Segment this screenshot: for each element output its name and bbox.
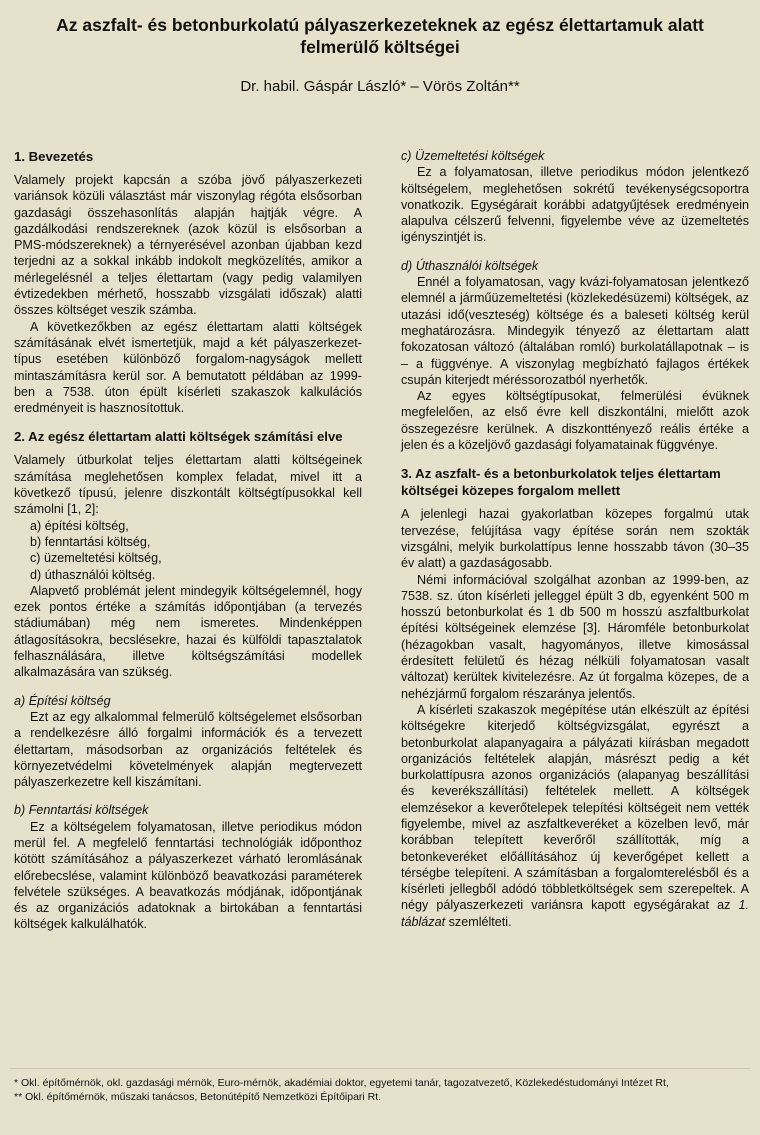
title-line-2: felmerülő költségei — [300, 37, 460, 57]
footnotes — [14, 1076, 749, 1104]
section-heading-lifecycle-costs: 3. Az aszfalt- és a betonburkolatok teljes élettartam költségei közepes forgalom mellett — [401, 466, 721, 499]
authors: Dr. habil. Gáspár László* – Vörös Zoltán** — [240, 78, 520, 95]
paragraph: Ez a folyamatosan, illetve periodikus módon jelentkező költségelem, meglehetősen sokrétű tevékenységcsoportra vonatkozik. Egységárait korábbi adatgyűjtések eredményein alapulva célszerű felvenni, figyelembe véve az üzemeltetés igényszintjét is. — [401, 165, 749, 245]
table-reference: 1. táblázat — [401, 898, 749, 929]
paragraph: Ennél a folyamatosan, vagy kvázi-folyamatosan jelentkező elemnél a járműüzemeltetési (közlekedésüzemi) költségek, az utazási idő(veszteség) költsége és a baleseti költség kerül meghatározásra. Mindegyik tényező az élettartam alatt fokozatosan változó (általában romló) burkolatállapotnak – is – a függvénye. A viszonylag megbízható fajlagos értékek csupán kiterjedt méréssorozatból nyerhetők. — [401, 275, 749, 387]
paper-title — [0, 14, 760, 58]
footnote-1: * Okl. építőmérnök, okl. gazdasági mérnök, Euro-mérnök, akadémiai doktor, egyetemi tanár, tagozatvezető, Közlekedéstudományi Intézet Rt, — [14, 1077, 669, 1089]
subheading-construction-cost: a) Építési költség — [14, 693, 111, 708]
footnote-divider — [10, 1068, 750, 1069]
paragraph: Ezt az egy alkalommal felmerülő költségelemet elsősorban a rendelkezésre álló forgalmi információk és a tervezett élettartam, másodsorban az organizációs feltételek és környezetvédelmi követelmények alapján megtervezett pályaszerkezetre kell kiszámítani. — [14, 709, 362, 790]
paragraph: Némi információval szolgálhat azonban az 1999-ben, az 7538. sz. úton kísérleti jelleggel épült 3 db, egyenként 500 m hosszú betonburkolat és 1 db 500 m hosszú aszfaltburkolat építési költségeinek elemzése [3]. Háromféle betonburkolat (hézagokban vasalt, hagyományos, illetve kimosással érdesített felületű és hézag nélküli folyamatosan vasalt változat) kerültek kivitelezésre. Az út forgalma közepes, de a nehézjármű forgalom részaránya jelentős. — [401, 572, 749, 701]
right-column — [401, 148, 749, 930]
footnote-2: ** Okl. építőmérnök, műszaki tanácsos, Betonútépítő Nemzetközi Építőipari Rt. — [14, 1091, 382, 1103]
subheading-maintenance-cost: b) Fenntartási költségek — [14, 803, 149, 818]
list-item: d) úthasználói költség. — [30, 567, 156, 582]
title-line-1: Az aszfalt- és betonburkolatú pályaszerkezeteknek az egész élettartamuk alatt — [56, 15, 704, 35]
left-column — [14, 148, 362, 933]
paragraph-text: A kísérleti szakaszok megépítése után elkészült az építési költségekre kiterjedő költségvizsgálat, egyrészt a betonburkolat alapanyagaira a pályázati kiírásban megadott organizációs feltételek alapján, másrészt pedig a két burkolattípusra azonos organizációs (alapanyag beszállítási és keverékszállítási) feltételek mellett. A költségek elemzésekor a keverőtelepek telepítési költségeit nem vették figyelembe, mivel az aszfaltkeveréket a közelben levő, már korábban telepített keverőről szállították, míg a betonkeveréket előállításához új keverőgépet kellett a térségbe telepíteni. A számításban a forgalomterelésből és a kísérleti jellegből adódó többletköltségek sem szerepeltek. A négy pályaszerkezeti variánsra kapott egységárakat az — [401, 702, 749, 913]
list-item: c) üzemeltetési költség, — [30, 551, 162, 566]
paragraph: Valamely projekt kapcsán a szóba jövő pályaszerkezeti variánsok közüli választást már viszonylag régóta elsősorban gazdasági összehasonlítás alapján hajtják végre. A gazdálkodási rendszereknek (azok közül is elsősorban a PMS-módszereknek) a térnyerésével azonban újabban kezd terjedni az a sokkal inkább indokolt megközelítés, amikor a mérlegelésnél a teljes élettartam (vagy pedig valamilyen évtizedekben mérhető, hosszabb vizsgálati időszak) alatti összes költséget veszik számba. — [14, 173, 362, 318]
subheading-operating-cost: c) Üzemeltetési költségek — [401, 149, 545, 163]
paragraph: Ez a költségelem folyamatosan, illetve periodikus módon merül fel. A megfelelő fenntartási technológiák időponthoz kötött számításához a pályaszerkezet várható leromlásának előrebecslése, valamint különböző beavatkozási paraméterek felvétele szükséges. A beavatkozás módjának, időpontjának és az organizációs adatoknak a birtokában a fenntartási költségek kalkulálhatók. — [14, 819, 362, 932]
paragraph: Alapvető problémát jelent mindegyik költségelemnél, hogy ezek pontos értéke a számítás időpontjában (a tervezés stádiumában) még nem ismeretes. Mindenképpen átlagosításokra, becslésekre, hazai és külföldi tapasztalatok felhasználására, illetve költségszámítási modellek alkalmazására van szükség. — [14, 583, 362, 680]
list-item: a) építési költség, — [30, 518, 129, 533]
cost-type-list — [14, 518, 362, 583]
paragraph: Az egyes költségtípusokat, felmerülési évüknek megfelelően, az első évre kell diszkontálni, mielőtt azok összegezésre kerülnek. A diszkonttényező reális értéke a jelen és a közeljövő gazdasági folyamatainak függvénye. — [401, 389, 749, 453]
paragraph: A következőkben az egész élettartam alatti költségek számításának elvét ismertetjük, majd a két pályaszerkezet-típus esetében különböző forgalom-nagyságok mellett mintaszámításra kerül sor. A bemutatott példában az 1999-ben a 7538. úton épült kísérleti szakaszok kalkulációs eredményeit is hasznosítottuk. — [14, 319, 362, 416]
paragraph: A jelenlegi hazai gyakorlatban közepes forgalmú utak tervezése, felújítása vagy építése során nem szokták vizsgálni, melyik burkolattípus lenne hosszabb távon (30–35 év alatt) a gazdaságosabb. — [401, 507, 749, 571]
subheading-user-cost: d) Úthasználói költségek — [401, 258, 539, 273]
paragraph — [401, 702, 749, 930]
section-heading-introduction: 1. Bevezetés — [14, 149, 94, 164]
paragraph: Valamely útburkolat teljes élettartam alatti költségeinek számítása meglehetősen komplex feladat, mivel itt a következő típusú, jelenre diszkontált költségtípusokkal kell számolni [1, 2]: — [14, 453, 362, 517]
section-heading-principles: 2. Az egész élettartam alatti költségek számítási elve — [14, 429, 343, 445]
list-item: b) fenntartási költség, — [30, 534, 151, 549]
paragraph-end: szemlélteti. — [448, 914, 512, 929]
